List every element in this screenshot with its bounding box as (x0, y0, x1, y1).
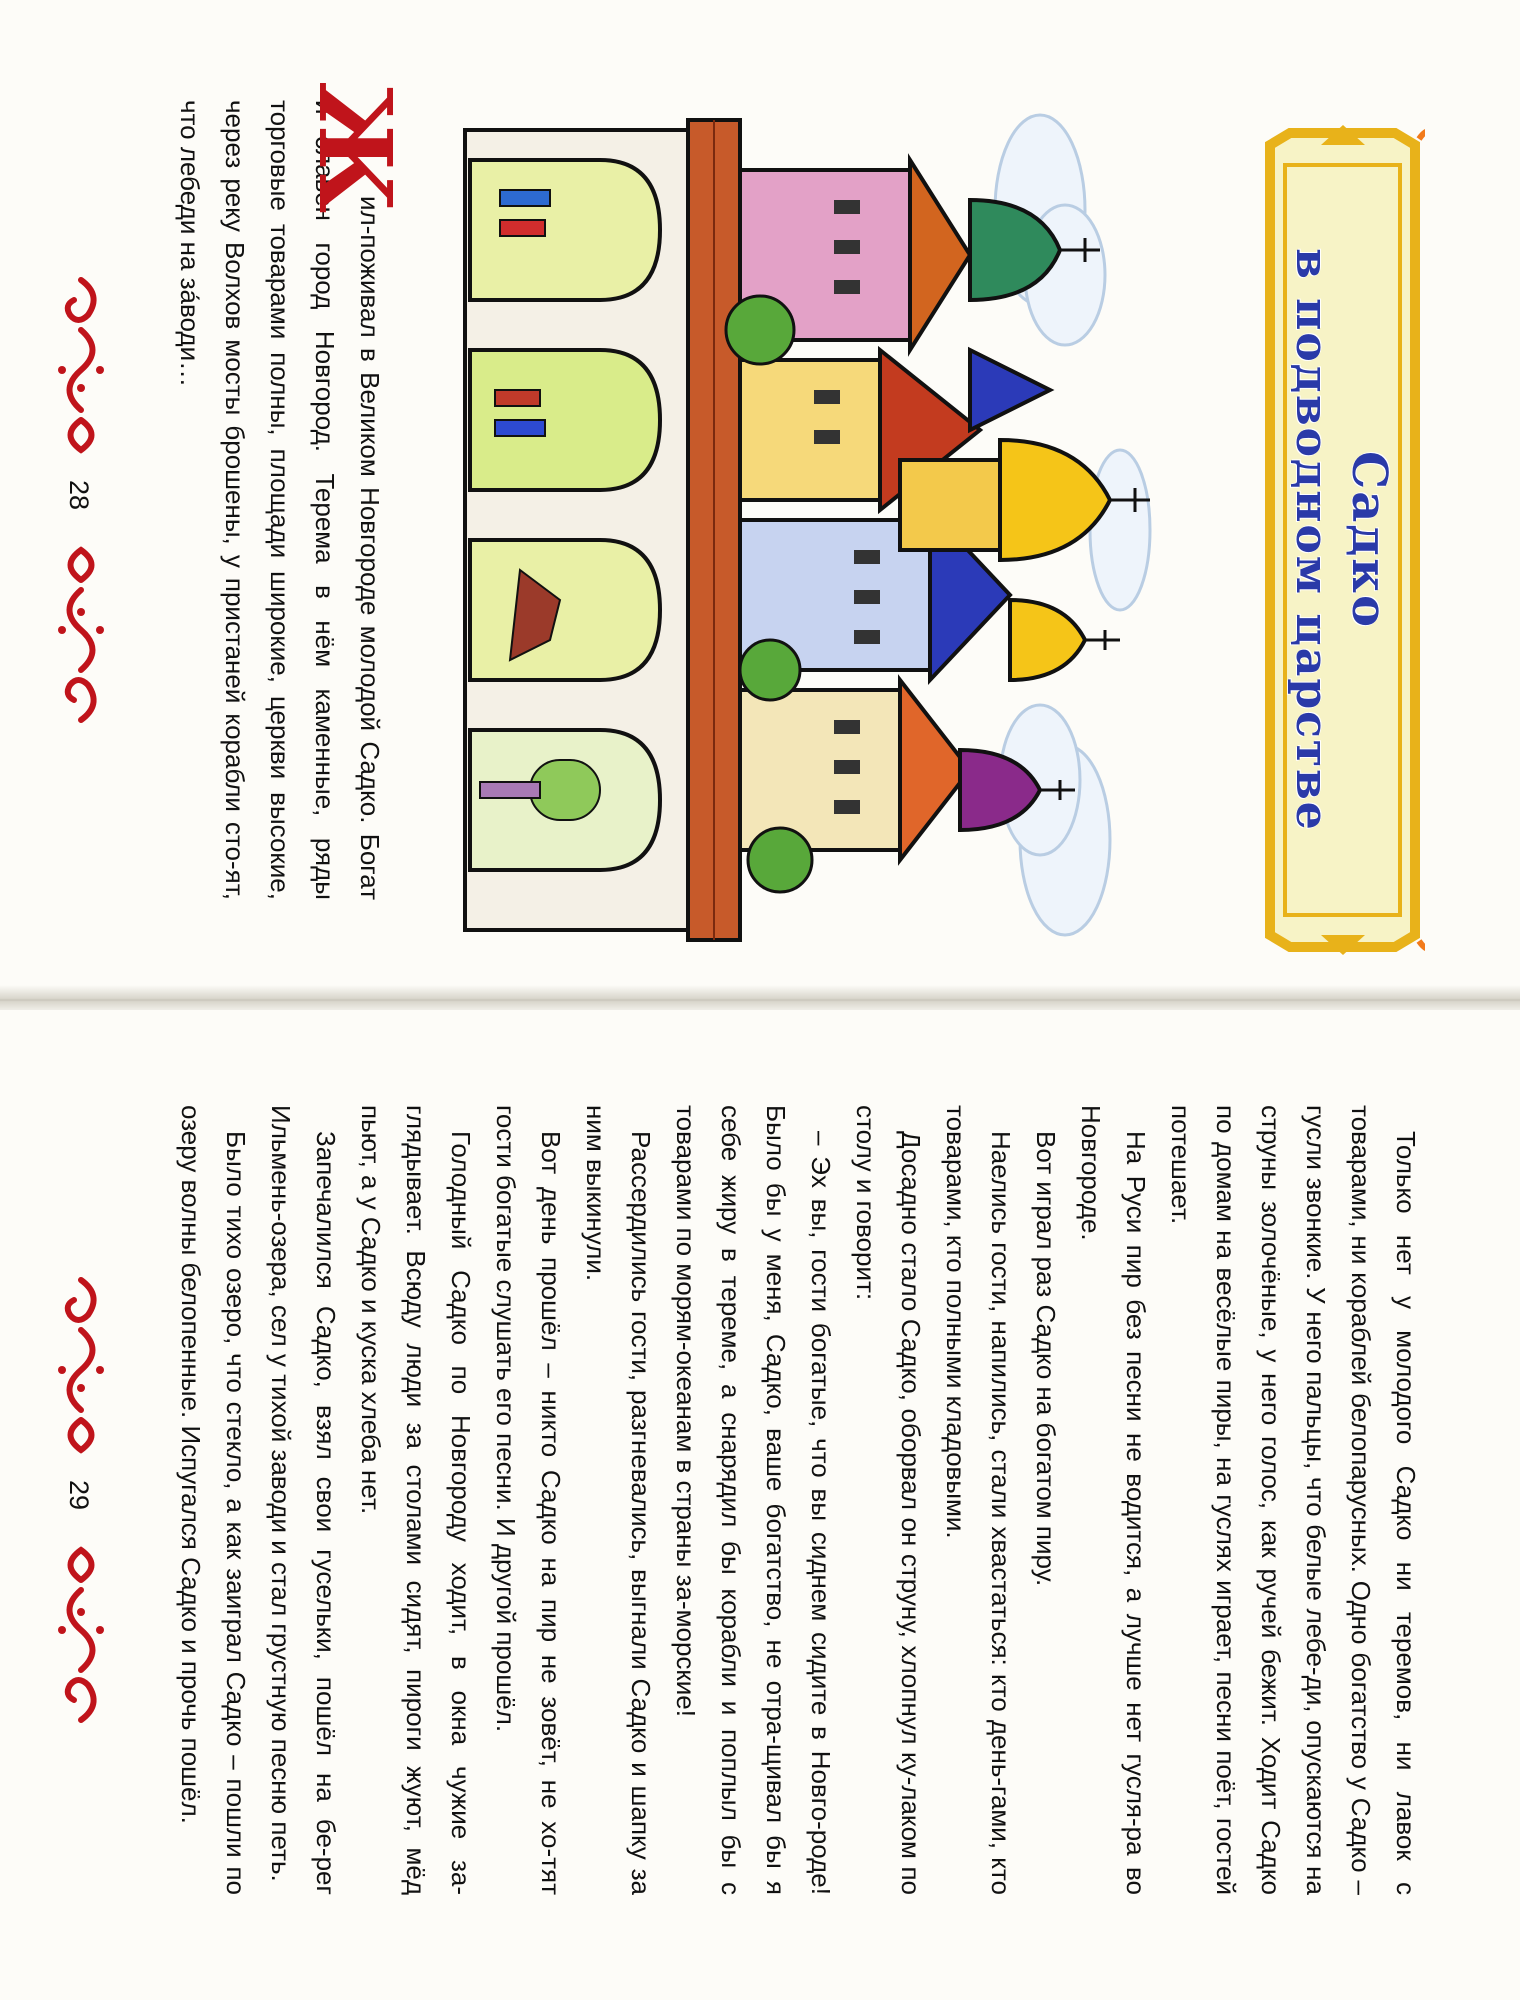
right-paragraph: На Руси пир без песни не водится, а лучше нет гусля-ра во Новгороде. (1076, 1105, 1151, 1895)
right-paragraph: Голодный Садко по Новгороду ходит, в окна чужие за-глядывает. Всюду люди за столами сидят, пироги жуют, мёд пьют, а у Садко и куска хлеба нет. (356, 1105, 476, 1895)
drop-cap-letter: Ж (296, 82, 414, 214)
ornament-icon (52, 540, 110, 730)
page-number-29: 29 (64, 1480, 94, 1511)
left-page (0, 0, 1520, 990)
right-paragraph: Только нет у молодого Садко ни теремов, ни лавок с товарами, ни кораблей белопарусных. Одно богатство у Садко – гусли звонкие. У него пальцы, что белые лебе-ди, опускаются на струны золочёные, у него голос, как ручей бежит. Ходит Садко по домам на весёлые пиры, на гуслях играет, песни поёт, гостей потешает. (1166, 1105, 1421, 1895)
right-paragraph: – Эх вы, гости богатые, что вы сиднем сидите в Новго-роде! Было бы у меня, Садко, ваше богатство, не отра-щивал бы я себе жиру в тереме, а снарядил бы корабли и поплыл бы с товарами по морям-океанам в страны за-морские! (671, 1105, 836, 1895)
right-paragraph: Запечалился Садко, взял свои гусельки, пошёл на бе-рег Ильмень-озера, сел у тихой заводи и стал грустную песню петь. (266, 1105, 341, 1895)
right-paragraph: Досадно стало Садко, оборвал он струну, хлопнул ку-лаком по столу и говорит: (851, 1105, 926, 1895)
title-line-1: Садко (1341, 451, 1397, 629)
left-page-text (167, 82, 414, 900)
right-paragraph: Вот играл раз Садко на богатом пиру. (1031, 1131, 1061, 1587)
ornament-icon (52, 270, 110, 460)
page-number-28: 28 (64, 480, 94, 511)
ornament-icon (52, 1540, 110, 1730)
right-paragraph: Было тихо озеро, что стекло, а как заиграл Садко – пошли по озеру волны белопенные. Испугался Садко и прочь пошёл. (176, 1105, 251, 1895)
drop-cap (294, 82, 414, 214)
title-banner (1260, 125, 1425, 955)
right-page-text (168, 1105, 1428, 1895)
title-line-2: в подводном царстве (1286, 248, 1337, 832)
right-paragraph: Рассердились гости, разгневались, выгнали Садко и шапку за ним выкинули. (581, 1105, 656, 1895)
novgorod-city-illustration (455, 100, 1160, 960)
left-paragraph: ил-поживал в Великом Новгороде молодой Садко. Богат и славен город Новгород. Терема в нём каменные, ряды торговые товарами полны, площади широкие, церкви высокие, через реку Волхов мосты брошены, у пристаней корабли сто-ят, что лебеди на за́води… (175, 100, 385, 900)
right-paragraph: Наелись гости, напились, стали хвастаться: кто день-гами, кто товарами, кто полными кладовыми. (941, 1105, 1016, 1895)
right-paragraph: Вот день прошёл – никто Садко на пир не зовёт, не хо-тят гости богатые слушать его песни. И другой прошёл. (491, 1105, 566, 1895)
ornament-icon (52, 1270, 110, 1460)
